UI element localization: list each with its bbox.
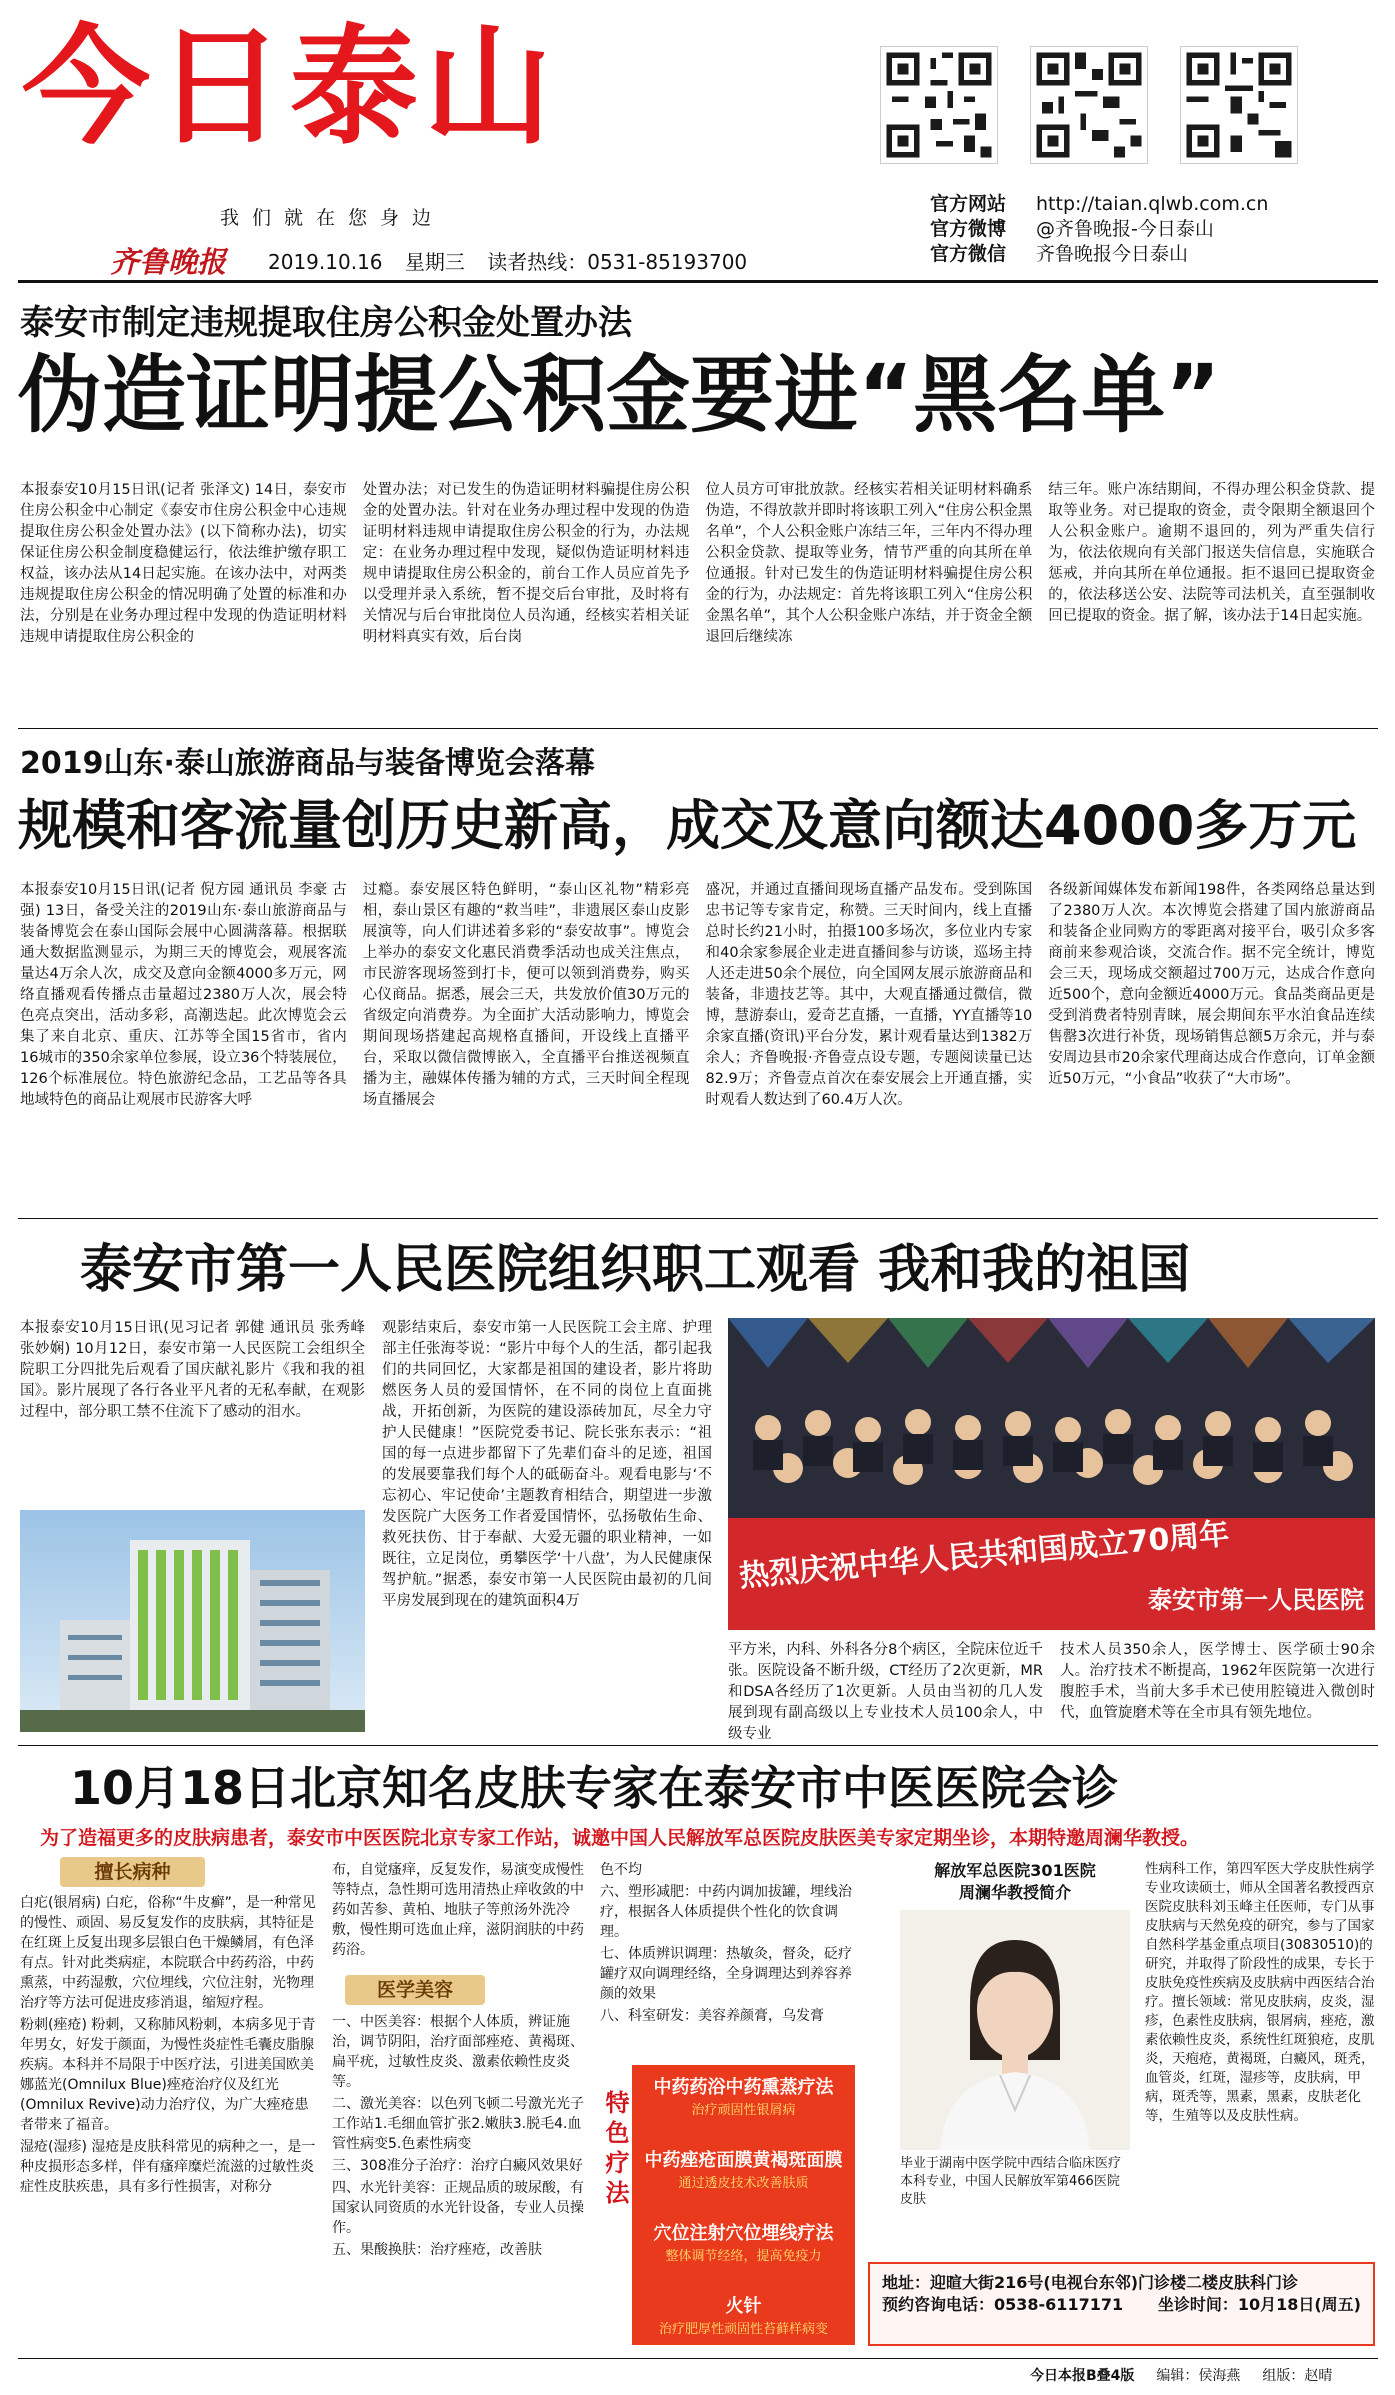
story1-col: 结三年。账户冻结期间，不得办理公积金贷款、提取等业务。对已提取的资金，责令限期全额退回个人公积金账户。逾期不退回的，列为严重失信行为，依法依规向有关部门报送失信信息，实施联合惩戒，并向其所在单位通报。拒不退回已提取资金的，依法移送公安、法院等司法机关，直至强制收回已提取的资金。据了解，该办法于14日起实施。 [1048, 482, 1375, 624]
story2-col: 本报泰安10月15日讯(记者 倪方园 通讯员 李豪 古强) 13日，备受关注的2019山东·泰山旅游商品与装备博览会在泰山国际会展中心圆满落幕。根据联通大数据监测显示，为期三天的博览会，观展客流量达4万余人次，成交及意向金额4000多万元，网络直播观看传播点击量超过2380万人次，展会特色亮点突出，活动多彩，高潮迭起。此次博览会云集了来自北京、重庆、江苏等全国15省市，省内16城市的350余家单位参展，设立36个特装展位，126个标准展位。特色旅游纪念品，工艺品等各具地域特色的商品让观展市民游客大呼 [20, 882, 347, 1108]
story2-headline: 规模和客流量创历史新高，成交及意向额达4000多万元 [18, 794, 1357, 857]
ad-paragraph: 一、中医美容：根据个人体质，辨证施治，调节阴阳，治疗面部痤疮、黄褐斑、扁平疣，过敏性皮炎、激素依赖性皮炎等。 [332, 2014, 584, 2090]
ad-paragraph: 三、308准分子治疗：治疗白癜风效果好 [332, 2158, 583, 2174]
channel-value: @齐鲁晚报-今日泰山 [1036, 218, 1214, 240]
ad-subline: 为了造福更多的皮肤病患者，泰安市中医医院北京专家工作站，诚邀中国人民解放军总医院皮肤医美专家定期坐诊，本期特邀周澜华教授。 [40, 1827, 1200, 1849]
ad-col2 [332, 2012, 587, 2347]
channel-label: 官方微信 [930, 243, 1007, 265]
doctor-hospital: 解放军总医院301医院 [934, 1861, 1096, 1880]
ad-headline: 10月18日北京知名皮肤专家在泰安市中医医院会诊 [70, 1761, 1119, 1815]
story3-col3 [728, 1640, 1043, 1742]
story2-kicker: 2019山东·泰山旅游商品与装备博览会落幕 [20, 746, 595, 781]
feature-item [638, 2146, 849, 2191]
tag-specialty: 擅长病种 [60, 1857, 205, 1887]
ad-paragraph: 八、科室研发：美容养颜膏，乌发膏 [600, 2008, 824, 2024]
story3-col2 [382, 1318, 712, 1733]
channel-website [930, 192, 1268, 217]
feature-item [638, 2073, 849, 2118]
hospital-building-photo [20, 1510, 365, 1732]
story1-headline: 伪造证明提公积金要进“黑名单” [18, 346, 1221, 444]
doctor-bio-cont [1145, 1860, 1375, 2230]
masthead-divider [18, 280, 1378, 283]
channel-value: 齐鲁晚报今日泰山 [1036, 243, 1189, 265]
footer-layout: 组版：赵晴 [1262, 2368, 1333, 2384]
feature-label: 特色疗法 [601, 2090, 629, 2210]
feature-item [638, 2292, 849, 2337]
ad-col2-top [332, 1860, 587, 1970]
ad-paragraph: 五、果酸换肤：治疗痤疮，改善肤 [332, 2242, 542, 2258]
story3-text: 平方米，内科、外科各分8个病区，全院床位近千张。医院设备不断升级，CT经历了2次更新，MR和DSA各经历了1次更新。人员由当初的几人发展到现有副高级以上专业技术人员100余人，中级专业 [728, 1642, 1043, 1742]
qr-code-icon [1030, 46, 1148, 164]
ad-paragraph: 白疕(银屑病) 白疕，俗称“牛皮癣”，是一种常见的慢性、顽固、易反复发作的皮肤病，其特征是在红斑上反复出现多层银白色干燥鳞屑，有色泽有点。针对此类病症，本院联合中药药浴，中药熏蒸，中药湿敷，穴位埋线，穴位注射，光物理治疗等方法可促进皮疹消退，缩短疗程。 [20, 1895, 316, 2011]
channel-label: 官方微博 [930, 218, 1007, 240]
story3-col1 [20, 1318, 365, 1498]
reader-hotline: 读者热线：0531-85193700 [487, 250, 748, 274]
feature-title: 穴位注射穴位埋线疗法 [653, 2223, 834, 2244]
ad-paragraph: 六、塑形减肥：中药内调加拔罐，埋线治疗，根据各人体质提供个性化的饮食调理。 [600, 1884, 852, 1940]
clinic-time: 坐诊时间：10月18日(周五) [1157, 2295, 1361, 2314]
qr-code-icon [1180, 46, 1298, 164]
ad-paragraph: 二、激光美容：以色列飞顿二号激光光子工作站1.毛细血管扩张2.嫩肤3.脱毛4.血管性病变5.色素性病变 [332, 2096, 584, 2152]
story3-text: 观影结束后，泰安市第一人民医院工会主席、护理部主任张海苓说：“影片中每个人的生活，都引起我们的共同回忆，大家都是祖国的建设者，影片将助燃医务人员的爱国情怀，在不同的岗位上直面挑战，开拓创新，为医院的建设添砖加瓦，尽全力守护人民健康！”医院党委书记、院长张东表示：“祖国的每一点进步都留下了先辈们奋斗的足迹，祖国的发展要靠我们每个人的砥砺奋斗。观看电影与‘不忘初心、牢记使命’主题教育相结合，期望进一步激发医院广大医务工作者爱国情怀，弘扬敬佑生命、救死扶伤、甘于奉献、大爱无疆的职业精神，一如既往，立足岗位，勇攀医学‘十八盘’，为人民健康保驾护航。”据悉，泰安市第一人民医院由最初的几间平房发展到现在的建筑面积4万 [382, 1320, 712, 1609]
doctor-bio [900, 2155, 1130, 2230]
feature-title: 火针 [725, 2296, 762, 2317]
footer [1030, 2365, 1332, 2385]
ad-paragraph: 粉刺(痤疮) 粉刺，又称肺风粉刺，本病多见于青年男女，好发于颜面，为慢性炎症性毛囊皮脂腺疾病。本科并不局限于中医疗法，引进美国欧美娜蓝光(Omnilux Blue)痤疮治疗仪及红光(Omnilux Revive)动力治疗仪，为广大痤疮患者带来了福音。 [20, 2017, 316, 2133]
feature-title: 中药药浴中药熏蒸疗法 [653, 2077, 834, 2098]
ad-paragraph: 性病科工作，第四军医大学皮肤性病学专业攻读硕士，师从全国著名教授西京医院皮肤科刘玉峰主任医师，专门从事皮肤病与天然免疫的研究，参与了国家自然科学基金重点项目(30830510)的研究，并取得了阶段性的成果，专长于皮肤免疫性疾病及皮肤病中西医结合治疗。擅长领域：常见皮肤病，皮炎，湿疹，色素性皮肤病，银屑病，痤疮，激素依赖性皮炎，系统性红斑狼疮，皮肌炎，天疱疮，黄褐斑，白癜风，斑秃，血管炎，红斑，湿疹等，皮肤病，甲病，斑秃等，黑素，黑素，皮肤老化等，生殖等以及皮肤性病。 [1145, 1861, 1375, 2124]
doctor-name: 周澜华教授简介 [958, 1883, 1071, 1902]
ad-paragraph: 色不均 [600, 1862, 642, 1878]
story2-col: 各级新闻媒体发布新闻198件，各类网络总量达到了2380万人次。本次博览会搭建了国内旅游商品和装备企业同购方的零距离对接平台，吸引众多客商前来参观洽谈，交流合作。据不完全统计，博览会三天，现场成交额超过700万元，达成合作意向近500个，意向金额近4000万元。食品类商品更是受到消费者特别青睐，展会期间东平水泊食品连续售罄3次进行补货，现场销售总额5万余元，并与泰安周边县市20余家代理商达成合作意向，订单金额近50万元，“小食品”收获了“大市场”。 [1048, 882, 1375, 1087]
ad-paragraph: 布，自觉瘙痒，反复发作，易演变成慢性等特点，急性期可选用清热止痒收敛的中药如苦参、黄柏、地肤子等煎汤外洗冷敷，慢性期可选血止痒，滋阴润肤的中药药浴。 [332, 1862, 584, 1958]
footer-editor: 编辑：侯海燕 [1156, 2368, 1241, 2384]
story1-col: 本报泰安10月15日讯(记者 张泽文) 14日，泰安市住房公积金中心制定《泰安市住房公积金中心违规提取住房公积金处置办法》(以下简称办法)，切实保证住房公积金制度稳健运行，依法维护缴存职工权益，该办法从14日起实施。在该办法中，对两类违规提取住房公积金的情况明确了处置的标准和办法，分别是在业务办理过程中发现的伪造证明材料违规申请提取住房公积金的 [20, 482, 347, 645]
issue-date: 2019.10.16 [268, 250, 383, 274]
story2-col: 过瘾。泰安展区特色鲜明，“泰山区礼物”精彩亮相，泰山景区有趣的“救当哇”，非遗展区泰山皮影展演等，向人们讲述着多彩的“泰安故事”。博览会上举办的泰安文化惠民消费季活动也成关注焦点，市民游客现场签到打卡，便可以领到消费券，购买心仪商品。据悉，展会三天，共发放价值30万元的省级定向消费券。为全面扩大活动影响力，博览会期间现场搭建起高规格直播间，开设线上直播平台，采取以微信微博嵌入，全直播平台推送视频直播为主，融媒体传播为辅的方式，三天时间全程现场直播展会 [362, 882, 690, 1108]
ad-paragraph: 七、体质辨识调理：热敏灸，督灸，砭疗罐疗双向调理经络，全身调理达到养容养颜的效果 [600, 1946, 852, 2002]
feature-item [638, 2219, 849, 2264]
feature-title: 中药痤疮面膜黄褐斑面膜 [644, 2150, 843, 2171]
banner-subtext: 泰安市第一人民医院 [1148, 1586, 1364, 1614]
story1-kicker: 泰安市制定违规提取住房公积金处置办法 [20, 303, 632, 343]
channel-wechat [930, 242, 1268, 267]
masthead-slogan: 我们就在您身边 [220, 207, 445, 229]
section-divider [18, 1745, 1378, 1746]
ad-paragraph: 湿疮(湿疹) 湿疮是皮肤科常见的病种之一，是一种皮损形态多样，伴有瘙痒糜烂流滋的过敏性炎症性皮肤疾患，具有多行性损害，对称分 [20, 2139, 316, 2195]
story2-col: 盛况，并通过直播间现场直播产品发布。受到陈国忠书记等专家肯定，称赞。三天时间内，线上直播总时长约21小时，拍摄100多场次，多位业内专家和40余家参展企业走进直播间参与访谈，巡场主持人还走进50余个展位，向全国网友展示旅游商品和装备，非遗技艺等。其中，大观直播通过微信，微博，慧游泰山，爱奇艺直播，一直播，YY直播等10余家直播(资讯)平台分发，累计观看量达到1382万余人；齐鲁晚报·齐鲁壹点设专题，专题阅读量已达82.9万；齐鲁壹点首次在泰安展会上开通直播，实时观看人数达到了60.4万人次。 [705, 882, 1033, 1108]
feature-desc: 治疗顽固性银屑病 [691, 2103, 796, 2118]
story1-body [20, 480, 1375, 720]
doctor-title [895, 1860, 1135, 1904]
story3-col4 [1060, 1640, 1375, 1733]
ad-col3 [600, 1860, 855, 2055]
story3-text: 本报泰安10月15日讯(见习记者 郭健 通讯员 张秀峰 张妙娴) 10月12日，泰安市第一人民医院工会组织全院职工分四批先后观看了国庆献礼影片《我和我的祖国》。影片展现了各行各业平凡者的无私奉献，在观影过程中，部分职工禁不住流下了感动的泪水。 [20, 1320, 365, 1420]
story3-headline: 泰安市第一人民医院组织职工观看 我和我的祖国 [80, 1240, 1191, 1300]
banner-text: 热烈庆祝中华人民共和国成立70周年 [737, 1516, 1231, 1595]
story1-col: 位人员方可审批放款。经核实若相关证明材料确系伪造，不得放款并即时将该职工列入“住房公积金黑名单”，个人公积金账户冻结三年，三年内不得办理公积金贷款、提取等业务，情节严重的向其所在单位通报。针对已发生的伪造证明材料骗提住房公积金的行为，办法规定：首先将该职工列入“住房公积金黑名单”，其个人公积金账户冻结，并于资金全额退回后继续冻 [705, 482, 1033, 645]
doctor-portrait [900, 1910, 1130, 2150]
story3-text: 技术人员350余人，医学博士、医学硕士90余人。治疗技术不断提高，1962年医院第一次进行腹腔手术，当前大多手术已使用腔镜进入微创时代，血管旋磨术等在全市具有领先地位。 [1060, 1642, 1375, 1721]
channel-weibo [930, 217, 1268, 242]
issue-weekday: 星期三 [404, 250, 465, 274]
official-channels [930, 192, 1268, 267]
masthead-title: 今日泰山 [22, 13, 559, 162]
channel-value[interactable]: http://taian.qlwb.com.cn [1036, 193, 1269, 215]
tag-cosmetology: 医学美容 [345, 1975, 485, 2005]
audience-photo [728, 1318, 1375, 1630]
footer-divider [18, 2358, 1378, 2359]
ad-paragraph: 四、水光针美容：正规品质的玻尿酸，有国家认同资质的水光针设备，专业人员操作。 [332, 2180, 584, 2236]
ad-col1 [20, 1893, 320, 2348]
channel-label: 官方网站 [930, 193, 1007, 215]
clinic-address: 地址：迎暄大街216号(电视台东邻)门诊楼二楼皮肤科门诊 [882, 2273, 1299, 2292]
feature-desc: 通过透皮技术改善肤质 [678, 2176, 809, 2191]
feature-desc: 治疗肥厚性顽固性苔藓样病变 [658, 2322, 828, 2337]
feature-desc: 整体调节经络，提高免疫力 [665, 2249, 822, 2264]
footer-page: 今日本报B叠4版 [1030, 2368, 1135, 2384]
ad-paragraph: 毕业于湖南中医学院中西结合临床医疗本科专业，中国人民解放军第466医院皮肤 [900, 2156, 1122, 2207]
clinic-phone[interactable]: 预约咨询电话：0538-6117171 [882, 2295, 1124, 2314]
story2-body [20, 880, 1375, 1210]
issue-line [268, 246, 763, 275]
contact-box [868, 2262, 1375, 2346]
feature-therapies [632, 2065, 855, 2345]
section-divider [18, 728, 1378, 729]
paper-name: 齐鲁晚报 [110, 245, 227, 279]
qr-code-icon [880, 46, 998, 164]
story1-col: 处置办法；对已发生的伪造证明材料骗提住房公积金的处置办法。针对在业务办理过程中发现的伪造证明材料违规申请提取住房公积金的行为，办法规定：在业务办理过程中发现，疑似伪造证明材料违规申请提取住房公积金的，前台工作人员应首先予以受理并录入系统，暂不提交后台审批，及时将有关情况与后台审批岗位人员沟通，经核实若相关证明材料真实有效，后台岗 [362, 482, 690, 645]
section-divider [18, 1218, 1378, 1219]
